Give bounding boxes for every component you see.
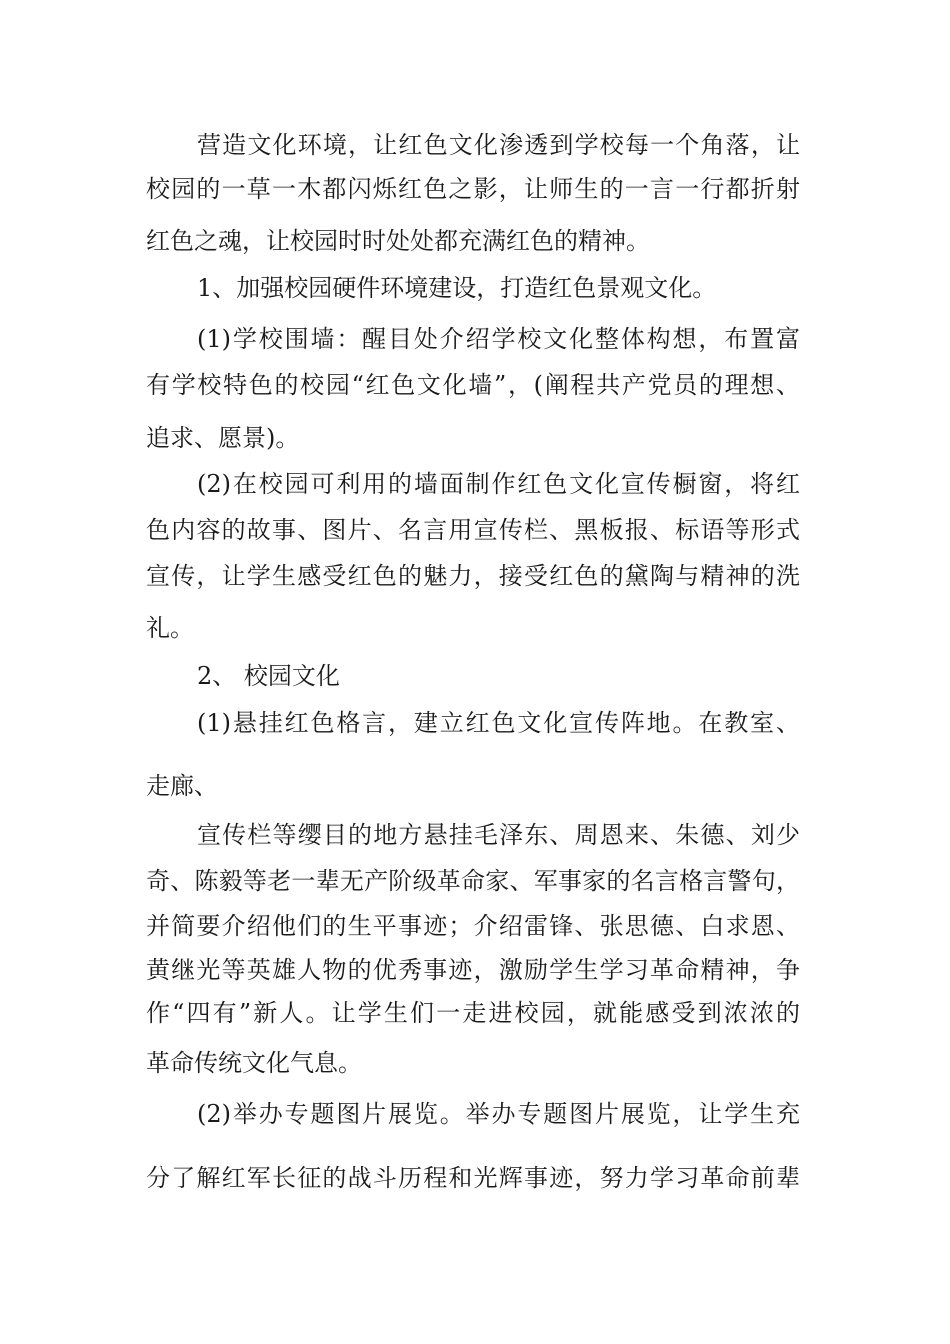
line-text: 礼。 [146,614,194,642]
paragraph-line [0,815,950,855]
paragraph-line [0,169,950,209]
line-text: 分了解红军长征的战斗历程和光辉事迹，努力学习革命前辈 [146,1164,800,1192]
line-text: 宣传，让学生感受红色的魅力，接受红色的黛陶与精神的洗 [146,562,800,590]
line-text: 奇、陈毅等老一辈无产阶级革命家、军事家的名言格言警句， [146,867,800,895]
section-heading [0,656,950,696]
paragraph-line [0,510,950,550]
paragraph-line [0,464,950,504]
paragraph-line [0,125,950,165]
line-text: 营造文化环境，让红色文化渗透到学校每一个角落，让 [197,131,800,159]
paragraph-line [0,365,950,405]
line-text: 色内容的故事、图片、名言用宣传栏、黑板报、标语等形式 [146,516,800,544]
line-text: 红色之魂，让校园时时处处都充满红色的精神。 [146,227,650,255]
paragraph-line [0,861,950,901]
paragraph-line [0,950,950,990]
line-text: (2)在校园可利用的墙面制作红色文化宣传橱窗，将红 [197,470,800,498]
paragraph-line [0,906,950,946]
paragraph-line [0,1043,950,1083]
line-text: 宣传栏等缨目的地方悬挂毛泽东、周恩来、朱德、刘少 [197,821,800,849]
paragraph-line [0,703,950,743]
paragraph-line [0,1094,950,1134]
paragraph-line [0,1158,950,1198]
paragraph-line [0,319,950,359]
line-text: (2)举办专题图片展览。举办专题图片展览，让学生充 [197,1100,800,1128]
line-text: 2、 校园文化 [197,662,340,690]
paragraph-line [0,608,950,648]
line-text: (1)悬挂红色格言，建立红色文化宣传阵地。在教室、 [197,709,800,737]
line-text: 走廊、 [146,772,218,800]
paragraph-line [0,993,950,1033]
line-text: 黄继光等英雄人物的优秀事迹，激励学生学习革命精神，争 [146,956,800,984]
line-text: 校园的一草一木都闪烁红色之影，让师生的一言一行都折射 [146,175,800,203]
paragraph-line [0,221,950,261]
section-heading [0,268,950,308]
line-text: 1、加强校园硬件环境建设，打造红色景观文化。 [197,274,717,302]
line-text: 追求、愿景)。 [146,424,300,452]
line-text: (1)学校围墙：醒目处介绍学校文化整体构想，布置富 [197,325,800,353]
line-text: 有学校特色的校园“红色文化墙”，(阐程共产党员的理想、 [146,371,800,399]
line-text: 革命传统文化气息。 [146,1049,362,1077]
paragraph-line [0,556,950,596]
paragraph-line [0,418,950,458]
line-text: 作“四有”新人。让学生们一走进校园，就能感受到浓浓的 [146,999,800,1027]
paragraph-line [0,766,950,806]
line-text: 并简要介绍他们的生平事迹；介绍雷锋、张思德、白求恩、 [146,912,800,940]
